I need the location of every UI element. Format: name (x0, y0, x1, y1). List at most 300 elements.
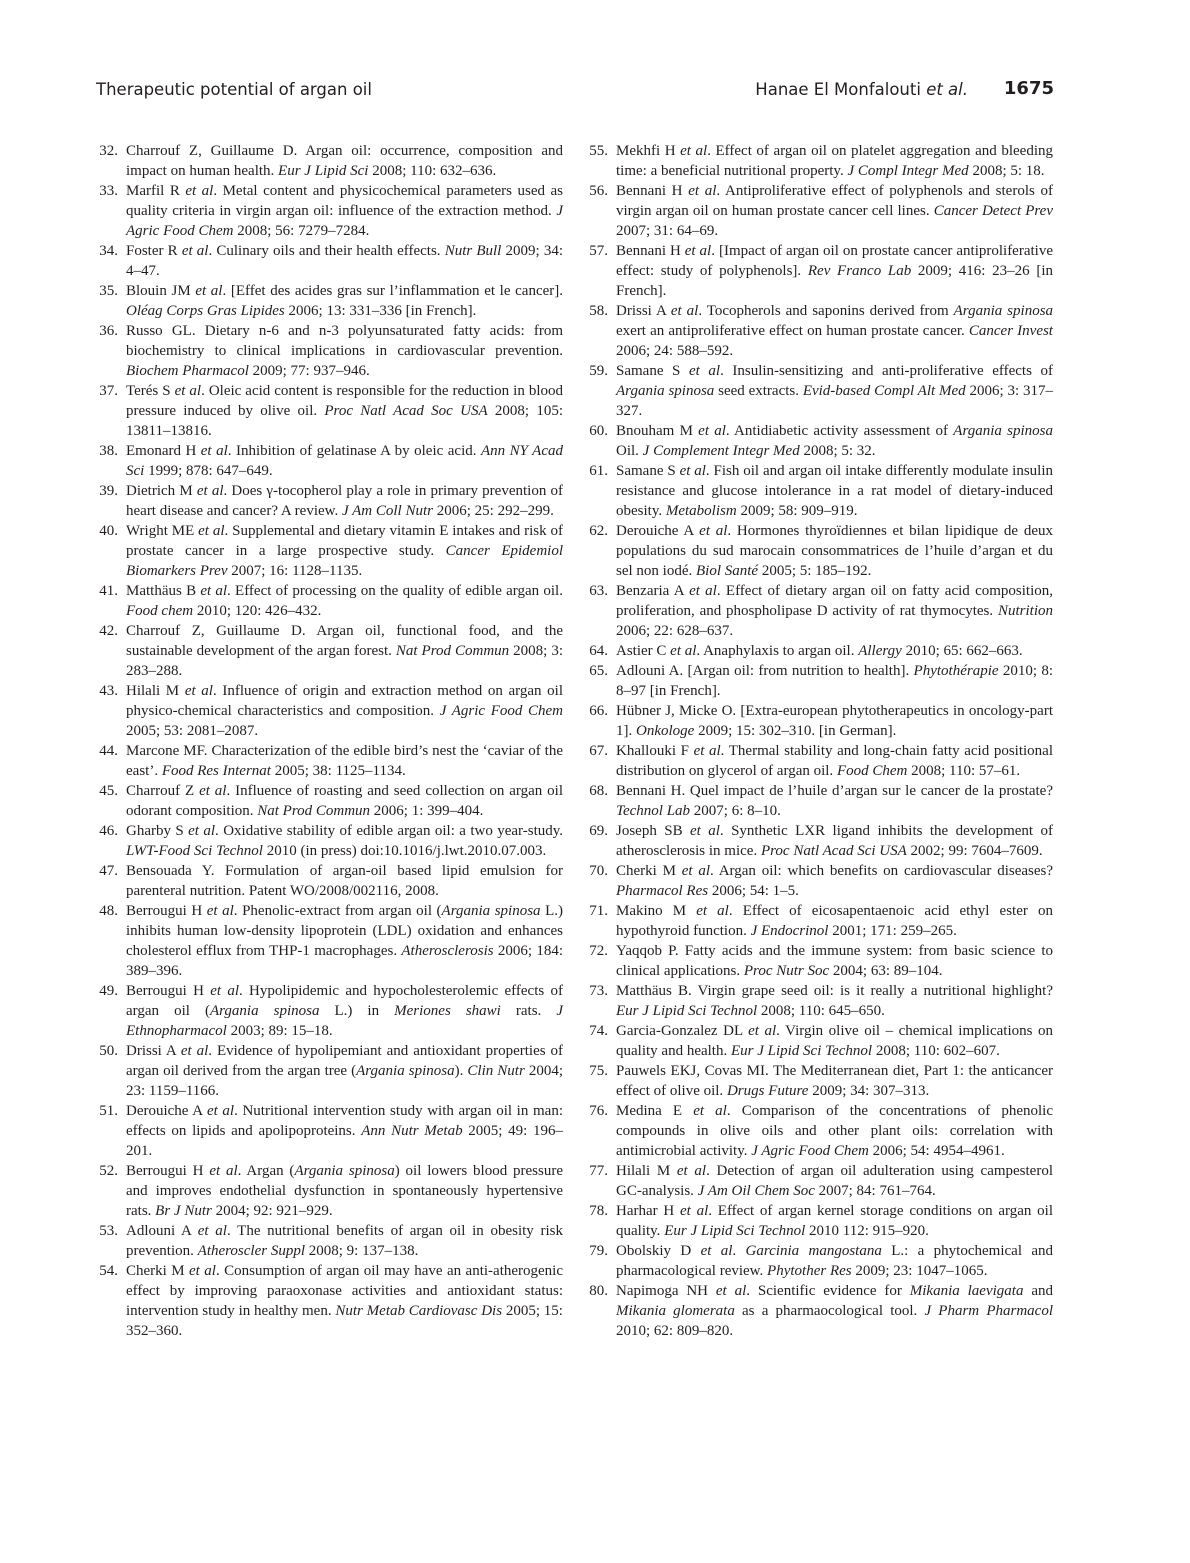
reference-segment: 2004; 63: 89–104. (829, 963, 943, 979)
reference-segment: . Nutritional intervention study with argan oil in man: effects on lipids and apolipoproteins. (126, 1103, 563, 1139)
reference-italic-segment: J Complement Integr Med (642, 443, 800, 459)
reference-segment: 2005; 49: 196–201. (126, 1123, 563, 1159)
reference-segment: . Effect of argan kernel storage conditions on argan oil quality. (616, 1203, 1053, 1239)
reference-italic-segment: Nutr Bull (444, 243, 502, 259)
reference-segment: Terés S (126, 383, 175, 399)
reference-italic-segment: Nutr Metab Cardiovasc Dis (335, 1303, 503, 1319)
reference-segment: . [Impact of argan oil on prostate cancer antiproliferative effect: study of polyphenols]. (616, 243, 1053, 279)
reference-segment: 2009; 34: 4–47. (126, 243, 563, 279)
reference-number: 51. (99, 1103, 118, 1119)
reference-italic-segment: Atherosclerosis (401, 943, 494, 959)
reference-number: 69. (589, 823, 608, 839)
authors-main: Hanae El Monfalouti (755, 80, 927, 99)
reference-item (583, 701, 1053, 741)
reference-number: 33. (99, 183, 118, 199)
reference-segment: . Metal content and physicochemical parameters used as quality criteria in virgin argan oil: influence of the extraction method. (126, 183, 563, 219)
reference-italic-segment: et al (748, 1023, 777, 1039)
reference-italic-segment: J Endocrinol (750, 923, 829, 939)
reference-segment: 2009; 15: 302–310. [in German]. (694, 723, 897, 739)
reference-italic-segment: Food Res Internat (161, 763, 271, 779)
reference-italic-segment: et al (690, 823, 720, 839)
reference-text (126, 581, 563, 621)
reference-italic-segment: Nat Prod Commun (257, 803, 371, 819)
reference-segment: . Thermal stability and long-chain fatty acid positional distribution on glycerol of argan oil. (616, 743, 1053, 779)
reference-segment: . Inhibition of gelatinase A by oleic acid. (227, 443, 481, 459)
reference-segment: 2006; 25: 292–299. (432, 503, 554, 519)
reference-text (126, 741, 563, 781)
reference-segment: Samane S (616, 463, 680, 479)
reference-number: 41. (99, 583, 118, 599)
reference-item (583, 1201, 1053, 1241)
reference-text (126, 1161, 563, 1221)
reference-segment: Obolskiy D (616, 1243, 701, 1259)
reference-number: 60. (589, 423, 608, 439)
reference-segment: . Synthetic LXR ligand inhibits the development of atherosclerosis in mice. (616, 823, 1053, 859)
reference-item (583, 641, 1053, 661)
reference-italic-segment: et al (688, 183, 717, 199)
reference-item (93, 481, 563, 521)
reference-segment: Harhar H (616, 1203, 681, 1219)
reference-italic-segment: et al (196, 483, 224, 499)
reference-italic-segment: et al (198, 523, 225, 539)
reference-italic-segment: J Pharm Pharmacol (924, 1303, 1053, 1319)
reference-text (616, 861, 1053, 901)
reference-segment: . Fish oil and argan oil intake differently modulate insulin resistance and glucose intolerance in a rat model of dietary-induced obesity. (616, 463, 1053, 519)
reference-number: 32. (99, 143, 118, 159)
reference-segment: 2010; 65: 662–663. (901, 643, 1023, 659)
reference-segment: Bensouada Y. Formulation of argan-oil based lipid emulsion for parenteral nutrition. Patent WO/2008/002116, 2008. (126, 863, 563, 899)
reference-text (126, 821, 563, 861)
reference-italic-segment: et al (693, 1103, 727, 1119)
reference-italic-segment: J Agric Food Chem (439, 703, 563, 719)
reference-segment: 2008; 105: 13811–13816. (126, 403, 563, 439)
reference-segment: . Insulin-sensitizing and anti-proliferative effects of (720, 363, 1053, 379)
reference-segment: Berrougui H (126, 1163, 210, 1179)
reference-italic-segment: et al (180, 1043, 209, 1059)
reference-text (616, 701, 1053, 741)
reference-segment: Derouiche A (126, 1103, 207, 1119)
reference-segment: 2008; 110: 57–61. (907, 763, 1021, 779)
reference-number: 40. (99, 523, 118, 539)
reference-italic-segment: et al (715, 1283, 747, 1299)
reference-item (93, 321, 563, 381)
reference-text (616, 941, 1053, 981)
reference-segment: 2006; 1: 399–404. (370, 803, 484, 819)
reference-italic-segment: et al (174, 383, 202, 399)
reference-text (126, 181, 563, 241)
reference-italic-segment: Argania spinosa (953, 423, 1053, 439)
reference-number: 77. (589, 1163, 608, 1179)
reference-column-right (583, 141, 1053, 1341)
reference-segment: 2007; 84: 761–764. (814, 1183, 936, 1199)
reference-text (616, 1161, 1053, 1201)
reference-segment: 2007; 16: 1128–1135. (227, 563, 363, 579)
reference-item (93, 1261, 563, 1341)
reference-item (583, 781, 1053, 821)
reference-segment: 2005; 15: 352–360. (126, 1303, 563, 1339)
reference-item (93, 381, 563, 441)
reference-text (616, 1281, 1053, 1341)
reference-text (126, 1221, 563, 1261)
reference-number: 68. (589, 783, 608, 799)
reference-text (616, 421, 1053, 461)
reference-text (126, 621, 563, 681)
reference-segment: and (1023, 1283, 1053, 1299)
reference-italic-segment: Phytother Res (767, 1263, 852, 1279)
reference-italic-segment: Evid-based Compl Alt Med (802, 383, 966, 399)
reference-number: 55. (589, 143, 608, 159)
reference-segment: 2010 112: 915–920. (805, 1223, 929, 1239)
reference-italic-segment: et al (185, 183, 214, 199)
reference-segment: 2008; 56: 7279–7284. (233, 223, 370, 239)
reference-segment: . Evidence of hypolipemiant and antioxidant properties of argan oil derived from the argan tree ( (126, 1043, 564, 1079)
reference-italic-segment: Eur J Lipid Sci Technol (664, 1223, 806, 1239)
reference-number: 38. (99, 443, 118, 459)
reference-italic-segment: et al (679, 463, 706, 479)
reference-number: 74. (589, 1023, 608, 1039)
reference-segment: Marfil R (126, 183, 186, 199)
reference-italic-segment: Cancer Epidemiol Biomarkers Prev (126, 543, 563, 579)
reference-segment: Bennani H (616, 183, 689, 199)
reference-italic-segment: et al (210, 983, 240, 999)
page-number: 1675 (1003, 78, 1054, 99)
reference-segment: Adlouni A (126, 1223, 198, 1239)
reference-number: 49. (99, 983, 118, 999)
reference-text (126, 481, 563, 521)
reference-segment: . The nutritional benefits of argan oil in obesity risk prevention. (126, 1223, 563, 1259)
reference-segment: Benzaria A (616, 583, 690, 599)
reference-italic-segment: Eur J Lipid Sci (278, 163, 369, 179)
reference-segment: 2002; 99: 7604–7609. (906, 843, 1043, 859)
reference-number: 58. (589, 303, 608, 319)
reference-italic-segment: Argania spinosa (209, 1003, 320, 1019)
reference-italic-segment: Argania spinosa (441, 903, 541, 919)
reference-segment: . Effect of argan oil on platelet aggregation and bleeding time: a beneficial nutritional property. (616, 143, 1053, 179)
reference-italic-segment: Onkologe (636, 723, 695, 739)
reference-item (93, 621, 563, 681)
reference-segment: . Influence of roasting and seed collection on argan oil odorant composition. (126, 783, 564, 819)
reference-number: 39. (99, 483, 118, 499)
reference-segment: 2006; 3: 317–327. (616, 383, 1053, 419)
reference-number: 54. (99, 1263, 118, 1279)
reference-italic-segment: et al (188, 823, 216, 839)
reference-text (126, 981, 563, 1041)
reference-segment: Bennani H. Quel impact de l’huile d’argan sur le cancer de la prostate? (616, 783, 1053, 799)
reference-number: 44. (99, 743, 118, 759)
reference-italic-segment: Eur J Lipid Sci Technol (730, 1043, 873, 1059)
reference-number: 80. (589, 1283, 608, 1299)
reference-segment: Samane S (616, 363, 689, 379)
reference-segment: 2008; 110: 602–607. (872, 1043, 1000, 1059)
reference-number: 75. (589, 1063, 608, 1079)
reference-number: 56. (589, 183, 608, 199)
reference-italic-segment: Biochem Pharmacol (126, 363, 249, 379)
reference-segment: . Phenolic-extract from argan oil ( (233, 903, 442, 919)
reference-italic-segment: Cancer Detect Prev (933, 203, 1053, 219)
reference-italic-segment: Pharmacol Res (616, 883, 709, 899)
reference-item (93, 901, 563, 981)
reference-text (126, 1101, 563, 1161)
reference-italic-segment: Proc Natl Acad Soc USA (324, 403, 488, 419)
reference-item (583, 581, 1053, 641)
reference-segment: L.) inhibits human low-density lipoprotein (LDL) oxidation and enhances cholesterol efflux from THP-1 macrophages. (126, 903, 563, 959)
reference-segment: 2009; 77: 937–946. (248, 363, 370, 379)
reference-segment: L.: a phytochemical and pharmacological review. (616, 1243, 1054, 1279)
reference-italic-segment: et al (700, 1243, 733, 1259)
reference-italic-segment: et al (699, 523, 728, 539)
reference-italic-segment: Mikania laevigata (909, 1283, 1024, 1299)
reference-segment: 2008; 9: 137–138. (305, 1243, 419, 1259)
reference-italic-segment: Rev Franco Lab (807, 263, 912, 279)
reference-segment: Medina E (616, 1103, 694, 1119)
reference-italic-segment: et al (693, 743, 721, 759)
reference-segment: Hilali M (616, 1163, 677, 1179)
reference-italic-segment: Argania spinosa (294, 1163, 395, 1179)
reference-italic-segment: Allergy (858, 643, 902, 659)
reference-number: 71. (589, 903, 608, 919)
reference-italic-segment: J Agric Food Chem (126, 203, 563, 239)
reference-text (616, 361, 1053, 421)
reference-text (126, 1261, 563, 1341)
reference-segment: Blouin JM (126, 283, 196, 299)
reference-italic-segment: et al (199, 783, 227, 799)
reference-segment: 2005; 53: 2081–2087. (126, 723, 259, 739)
reference-number: 66. (589, 703, 608, 719)
reference-item (93, 1041, 563, 1101)
reference-segment: 2009; 23: 1047–1065. (851, 1263, 988, 1279)
reference-item (583, 941, 1053, 981)
reference-text (616, 1061, 1053, 1101)
reference-segment: 2006; 22: 628–637. (616, 623, 734, 639)
reference-number: 53. (99, 1223, 118, 1239)
reference-text (616, 981, 1053, 1021)
reference-segment: Emonard H (126, 443, 201, 459)
reference-segment: 2006; 54: 4954–4961. (868, 1143, 1005, 1159)
reference-segment: Charrouf Z, Guillaume D. Argan oil, functional food, and the sustainable development of the argan forest. (126, 623, 563, 659)
reference-italic-segment: et al (689, 583, 717, 599)
reference-text (616, 781, 1053, 821)
reference-segment: Drissi A (126, 1043, 181, 1059)
reference-item (583, 181, 1053, 241)
reference-text (126, 321, 563, 381)
reference-number: 67. (589, 743, 608, 759)
reference-number: 62. (589, 523, 608, 539)
reference-item (583, 1021, 1053, 1061)
reference-number: 37. (99, 383, 118, 399)
reference-italic-segment: Technol Lab (616, 803, 691, 819)
reference-text (126, 681, 563, 741)
reference-italic-segment: et al (670, 643, 697, 659)
reference-italic-segment: Ann Nutr Metab (361, 1123, 463, 1139)
reference-segment: exert an antiproliferative effect on human prostate cancer. (616, 323, 969, 339)
reference-number: 42. (99, 623, 118, 639)
reference-item (583, 1061, 1053, 1101)
reference-segment: Dietrich M (126, 483, 197, 499)
reference-italic-segment: Ann NY Acad Sci (126, 443, 563, 479)
reference-segment: . [Effet des acides gras sur l’inflammation et le cancer]. (222, 283, 564, 299)
reference-column-left (93, 141, 563, 1341)
reference-italic-segment: et al (698, 423, 726, 439)
reference-segment: Bennani H (616, 243, 685, 259)
reference-segment: . Detection of argan oil adulteration using campesterol GC-analysis. (616, 1163, 1053, 1199)
reference-segment: 2008; 5: 32. (799, 443, 876, 459)
reference-segment: rats. (500, 1003, 557, 1019)
reference-segment: 2008; 110: 632–636. (368, 163, 497, 179)
reference-item (583, 741, 1053, 781)
reference-item (583, 521, 1053, 581)
reference-number: 52. (99, 1163, 118, 1179)
reference-segment: 2010 (in press) doi:10.1016/j.lwt.2010.07.003. (262, 843, 547, 859)
reference-segment: Oil. (616, 443, 643, 459)
reference-italic-segment: Cancer Invest (968, 323, 1053, 339)
reference-segment: Matthäus B. Virgin grape seed oil: is it really a nutritional highlight? (616, 983, 1053, 999)
reference-italic-segment: J Am Oil Chem Soc (697, 1183, 815, 1199)
reference-segment: . (732, 1243, 746, 1259)
reference-text (616, 581, 1053, 641)
reference-item (583, 461, 1053, 521)
reference-number: 70. (589, 863, 608, 879)
reference-italic-segment: et al (197, 1223, 227, 1239)
reference-italic-segment: Food Chem (836, 763, 908, 779)
reference-italic-segment: et al (696, 903, 729, 919)
reference-item (583, 421, 1053, 461)
reference-segment: Derouiche A (616, 523, 700, 539)
reference-segment: 2003; 89: 15–18. (226, 1023, 333, 1039)
reference-number: 76. (589, 1103, 608, 1119)
reference-italic-segment: Proc Natl Acad Sci USA (760, 843, 907, 859)
reference-segment: . Oxidative stability of edible argan oil: a two year-study. (215, 823, 564, 839)
reference-segment: 2006; 184: 389–396. (126, 943, 563, 979)
reference-italic-segment: et al (195, 283, 223, 299)
reference-number: 34. (99, 243, 118, 259)
reference-segment: Russo GL. Dietary n-6 and n-3 polyunsaturated fatty acids: from biochemistry to clinical implications in cardiovascular prevention. (126, 323, 563, 359)
reference-item (93, 821, 563, 861)
reference-number: 48. (99, 903, 118, 919)
reference-text (616, 641, 1053, 661)
reference-text (126, 281, 563, 321)
reference-item (583, 821, 1053, 861)
reference-item (93, 581, 563, 621)
reference-segment: 1999; 878: 647–649. (144, 463, 273, 479)
reference-number: 36. (99, 323, 118, 339)
reference-text (616, 461, 1053, 521)
reference-segment: . Anaphylaxis to argan oil. (696, 643, 859, 659)
reference-segment: . Effect of dietary argan oil on fatty acid composition, proliferation, and phospholipase D activity of rat thymocytes. (616, 583, 1054, 619)
reference-italic-segment: Argania spinosa (616, 383, 715, 399)
reference-segment: 2010; 120: 426–432. (193, 603, 322, 619)
reference-number: 57. (589, 243, 608, 259)
reference-segment: Bnouham M (616, 423, 699, 439)
reference-number: 61. (589, 463, 608, 479)
reference-segment: 2009; 58: 909–919. (736, 503, 858, 519)
reference-segment: L.) in (319, 1003, 395, 1019)
reference-italic-segment: Clin Nutr (467, 1063, 525, 1079)
reference-text (616, 521, 1053, 581)
reference-segment: 2010; 8: 8–97 [in French]. (616, 663, 1053, 699)
reference-segment: . Tocopherols and saponins derived from (698, 303, 954, 319)
reference-segment: . Oleic acid content is responsible for the reduction in blood pressure induced by olive oil. (126, 383, 563, 419)
reference-item (93, 681, 563, 741)
reference-italic-segment: Meriones shawi (394, 1003, 501, 1019)
reference-segment: 2006; 54: 1–5. (708, 883, 799, 899)
reference-italic-segment: Argania spinosa (356, 1063, 455, 1079)
reference-text (616, 1201, 1053, 1241)
reference-italic-segment: Oléag Corps Gras Lipides (126, 303, 285, 319)
reference-text (616, 1021, 1053, 1061)
reference-segment: . Does γ-tocopherol play a role in primary prevention of heart disease and cancer? A review. (126, 483, 563, 519)
reference-italic-segment: et al (680, 1203, 709, 1219)
reference-italic-segment: et al (681, 863, 711, 879)
reference-item (583, 861, 1053, 901)
reference-italic-segment: Atheroscler Suppl (197, 1243, 305, 1259)
reference-segment: Foster R (126, 243, 182, 259)
reference-italic-segment: et al (684, 243, 712, 259)
reference-text (126, 781, 563, 821)
reference-item (93, 241, 563, 281)
reference-segment: . Scientific evidence for (746, 1283, 910, 1299)
reference-segment: 2008; 5: 18. (968, 163, 1045, 179)
reference-text (616, 181, 1053, 241)
reference-segment: . Virgin olive oil – chemical implications on quality and health. (616, 1023, 1053, 1059)
reference-italic-segment: LWT-Food Sci Technol (126, 843, 263, 859)
reference-segment: Cherki M (126, 1263, 190, 1279)
reference-number: 59. (589, 363, 608, 379)
reference-item (583, 981, 1053, 1021)
reference-text (126, 141, 563, 181)
reference-number: 46. (99, 823, 118, 839)
reference-text (126, 441, 563, 481)
reference-italic-segment: et al (670, 303, 699, 319)
reference-item (93, 1221, 563, 1261)
reference-italic-segment: Mikania glomerata (616, 1303, 735, 1319)
reference-segment: . Argan ( (237, 1163, 295, 1179)
reference-text (616, 741, 1053, 781)
reference-italic-segment: J Ethnopharmacol (126, 1003, 563, 1039)
reference-italic-segment: et al (200, 583, 228, 599)
reference-italic-segment: Food chem (126, 603, 194, 619)
reference-number: 72. (589, 943, 608, 959)
reference-italic-segment: Phytothérapie (913, 663, 999, 679)
reference-italic-segment: Metabolism (665, 503, 737, 519)
reference-segment: . Antiproliferative effect of polyphenols and sterols of virgin argan oil on human prostate cancer cell lines. (616, 183, 1054, 219)
reference-italic-segment: Nutrition (997, 603, 1053, 619)
reference-text (616, 141, 1053, 181)
reference-segment: . Consumption of argan oil may have an anti-atherogenic effect by improving paraoxonase activities and antioxidant status: intervention study in healthy men. (126, 1263, 564, 1319)
reference-italic-segment: et al (189, 1263, 216, 1279)
reference-segment: 2004; 23: 1159–1166. (126, 1063, 564, 1099)
reference-segment: 2005; 38: 1125–1134. (270, 763, 406, 779)
reference-italic-segment: Argania spinosa (953, 303, 1054, 319)
reference-item (583, 1281, 1053, 1341)
reference-segment: 2006; 13: 331–336 [in French]. (284, 303, 477, 319)
reference-segment: Napimoga NH (616, 1283, 716, 1299)
reference-item (93, 441, 563, 481)
reference-italic-segment: et al (209, 1163, 238, 1179)
reference-item (583, 241, 1053, 301)
reference-italic-segment: et al (184, 683, 213, 699)
reference-segment: . Hormones thyroïdiennes et bilan lipidique de deux populations du sud marocain consommatrices de l’huile d’argan et du sel non iodé. (616, 523, 1053, 579)
reference-item (93, 1161, 563, 1221)
reference-segment: . Effect of eicosapentaenoic acid ethyl ester on hypothyroid function. (616, 903, 1053, 939)
reference-text (616, 1101, 1053, 1161)
reference-text (616, 301, 1053, 361)
reference-italic-segment: Drugs Future (726, 1083, 809, 1099)
reference-number: 64. (589, 643, 608, 659)
reference-segment: Hübner J, Micke O. [Extra-european phytotherapeutics in oncology-part 1]. (616, 703, 1053, 739)
reference-segment: . Comparison of the concentrations of phenolic compounds in olive oils and other plant oils: correlation with antimicrobial activity. (616, 1103, 1054, 1159)
reference-segment: Charrouf Z, Guillaume D. Argan oil: occurrence, composition and impact on human health. (126, 143, 563, 179)
reference-italic-segment: et al (200, 443, 228, 459)
